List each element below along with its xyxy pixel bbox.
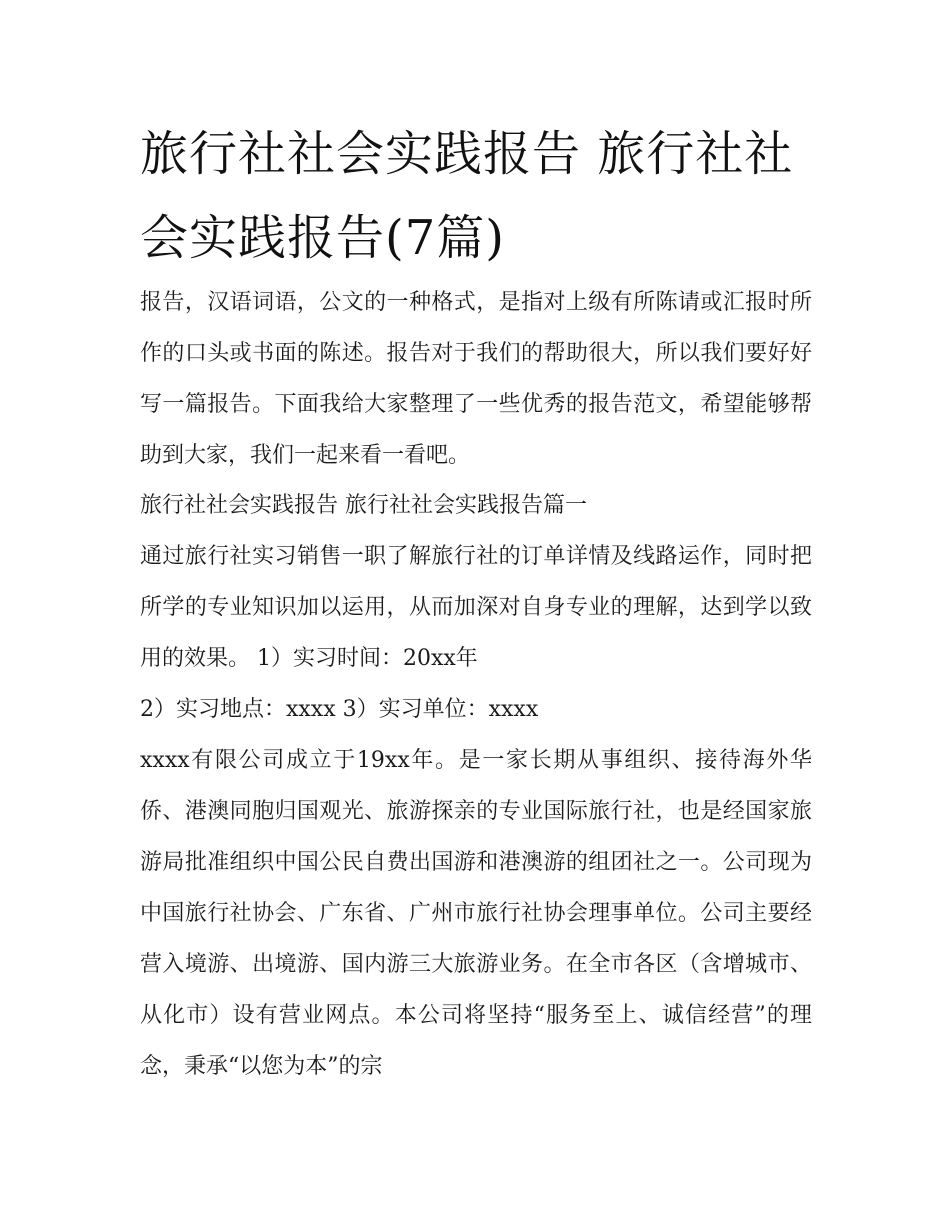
document-title: 旅行社社会实践报告 旅行社社会实践报告(7篇) <box>140 126 794 266</box>
body-paragraph-internship-purpose: 通过旅行社实习销售一职了解旅行社的订单详情及线路运作，同时把所学的专业知识加以运用，从而加深对自身专业的理解，达到学以致用的效果。 1）实习时间：20xx年 <box>140 544 812 671</box>
body-paragraph-internship-location: 2）实习地点：xxxx 3）实习单位：xxxx <box>140 697 539 722</box>
section-heading: 旅行社社会实践报告 旅行社社会实践报告篇一 <box>140 493 587 518</box>
intro-paragraph: 报告，汉语词语，公文的一种格式，是指对上级有所陈请或汇报时所作的口头或书面的陈述。报告对于我们的帮助很大，所以我们要好好写一篇报告。下面我给大家整理了一些优秀的报告范文，希望能够帮助到大家，我们一起来看一看吧。 <box>140 290 812 468</box>
body-paragraph-company-profile: xxxx有限公司成立于19xx年。是一家长期从事组织、接待海外华侨、港澳同胞归国观光、旅游探亲的专业国际旅行社，也是经国家旅游局批准组织中国公民自费出国游和港澳游的组团社之一。公司现为中国旅行社协会、广东省、广州市旅行社协会理事单位。公司主要经营入境游、出境游、国内游三大旅游业务。在全市各区（含增城市、从化市）设有营业网点。本公司将坚持“服务至上、诚信经营”的理念，秉承“以您为本”的宗 <box>140 748 812 1079</box>
